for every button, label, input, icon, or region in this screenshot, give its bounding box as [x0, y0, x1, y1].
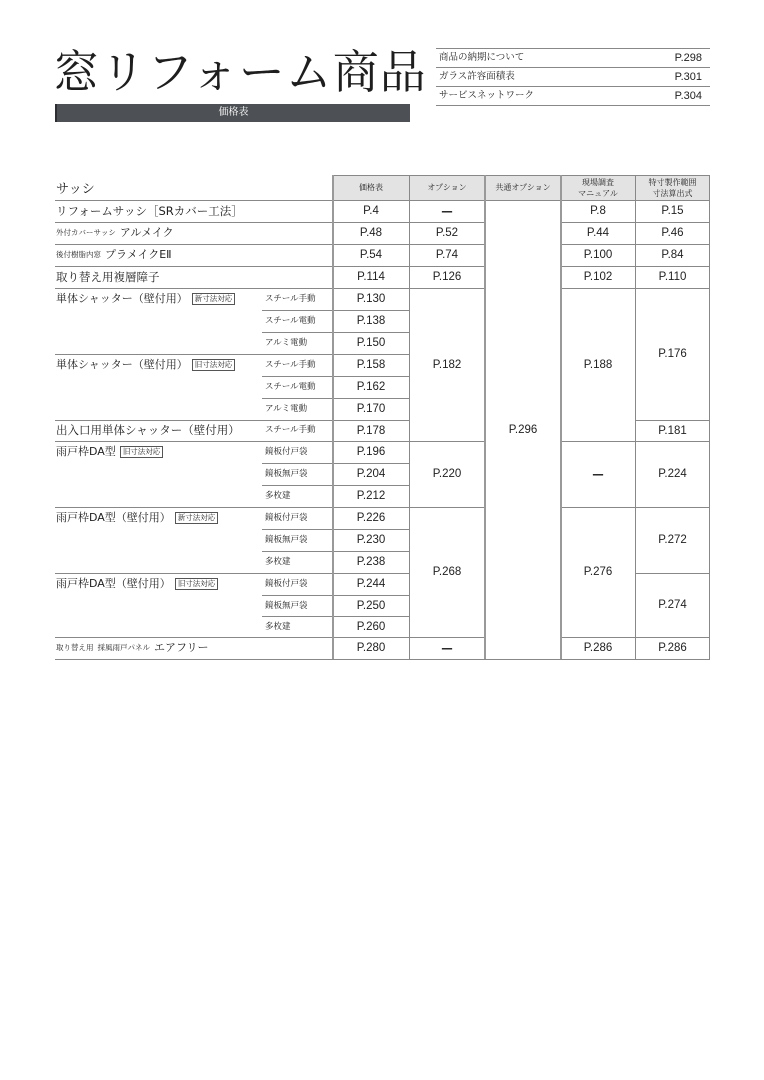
group-name	[56, 358, 235, 372]
reference-row[interactable]	[436, 87, 710, 106]
special-page-cell: P.181	[658, 424, 687, 437]
price-page-cell: P.230	[356, 534, 386, 546]
reference-label: 商品の納期について	[439, 52, 525, 63]
special-page-cell: P.46	[661, 227, 684, 239]
column-header-special-line2: 寸法算出式	[652, 188, 693, 198]
product-name	[56, 641, 209, 655]
product-name-text: リフォームサッシ［SRカバー工法］	[56, 204, 243, 218]
special-page-cell-merged: P.274	[658, 599, 687, 611]
price-page-cell: P.54	[359, 249, 383, 261]
variant-label: スチール手動	[265, 294, 316, 304]
price-page-cell: P.280	[356, 642, 386, 654]
product-name	[56, 270, 160, 284]
product-name-text: エアフリー	[154, 641, 209, 654]
group-name-text: 出入口用単体シャッター（壁付用）	[56, 423, 240, 437]
column-header-special-line1: 特寸製作範囲	[648, 177, 697, 187]
survey-page-cell: P.102	[583, 271, 613, 283]
reference-page: P.304	[674, 90, 702, 102]
size-badge: 旧寸法対応	[120, 446, 164, 458]
product-name	[56, 204, 243, 218]
common-option-cell: P.296	[508, 423, 538, 436]
page-title: 窓リフォーム商品	[53, 45, 427, 99]
price-page-cell: P.244	[356, 578, 386, 590]
option-page-cell-merged: P.268	[432, 566, 462, 578]
product-name	[56, 248, 172, 262]
group-name-text: 雨戸枠DA型（壁付用）	[56, 577, 171, 590]
product-prefix: 取り替え用	[56, 643, 94, 652]
price-page-cell: P.204	[356, 468, 386, 480]
variant-label: アルミ電動	[265, 404, 308, 414]
option-page-cell: —	[441, 204, 453, 218]
variant-label: 鏡板付戸袋	[265, 447, 308, 457]
reference-page: P.298	[674, 52, 702, 64]
column-header-survey-line1: 現場調査	[582, 177, 614, 187]
variant-label: 鏡板無戸袋	[265, 535, 308, 545]
survey-page-cell: P.8	[590, 205, 606, 217]
price-page-cell: P.196	[356, 446, 386, 458]
special-page-cell-merged: P.176	[658, 348, 687, 360]
price-page-cell: P.48	[359, 227, 383, 239]
section-title: サッシ	[56, 182, 95, 197]
survey-page-cell-merged: P.188	[583, 358, 613, 371]
price-page-cell: P.150	[356, 337, 386, 349]
reference-page: P.301	[674, 71, 702, 83]
group-name-text: 雨戸枠DA型	[56, 445, 116, 458]
special-page-cell: P.286	[658, 642, 687, 654]
survey-page-cell: P.44	[586, 227, 610, 239]
price-page-cell: P.170	[356, 403, 386, 415]
reference-index	[436, 48, 710, 106]
size-badge: 新寸法対応	[192, 293, 236, 305]
section-bar: 価格表	[55, 104, 410, 122]
column-header-special	[635, 175, 710, 200]
price-page-cell: P.4	[363, 205, 379, 217]
price-page-cell: P.250	[356, 599, 386, 612]
variant-label: スチール電動	[265, 316, 316, 326]
reference-row[interactable]	[436, 49, 710, 68]
group-name	[56, 577, 218, 591]
group-name	[56, 511, 218, 525]
group-name	[56, 423, 240, 437]
reference-label: サービスネットワーク	[439, 90, 535, 101]
variant-label: スチール手動	[265, 360, 316, 370]
variant-label: 多枚建	[265, 622, 291, 632]
product-name-text: アルメイク	[119, 226, 174, 239]
price-page-cell: P.260	[356, 620, 386, 633]
special-page-cell-merged: P.224	[658, 468, 687, 480]
price-page-cell: P.158	[356, 359, 386, 371]
product-name	[56, 226, 174, 240]
variant-label: スチール手動	[265, 425, 316, 435]
special-page-cell-merged: P.272	[658, 534, 687, 546]
size-badge: 旧寸法対応	[192, 359, 236, 371]
price-page-cell: P.178	[356, 424, 386, 437]
variant-label: 鏡板無戸袋	[265, 601, 308, 611]
option-page-cell-merged: P.220	[432, 468, 462, 480]
product-prefix: 外付カバーサッシ	[56, 228, 116, 237]
variant-label: 鏡板付戸袋	[265, 513, 308, 523]
group-name-text: 単体シャッター（壁付用）	[56, 292, 188, 305]
price-page-cell: P.162	[356, 381, 386, 393]
price-page-cell: P.138	[356, 315, 386, 327]
variant-label: 多枚建	[265, 491, 291, 501]
price-page-cell: P.212	[356, 490, 386, 502]
price-page-cell: P.238	[356, 556, 386, 568]
column-header-option: オプション	[409, 175, 485, 200]
price-page-cell: P.114	[357, 271, 385, 283]
option-page-cell: P.74	[435, 249, 459, 261]
variant-label: スチール電動	[265, 382, 316, 392]
reference-row[interactable]	[436, 68, 710, 87]
option-page-cell: P.52	[435, 227, 459, 239]
size-badge: 旧寸法対応	[175, 578, 219, 590]
variant-label: アルミ電動	[265, 338, 308, 348]
survey-page-cell: P.100	[583, 249, 613, 261]
special-page-cell: P.110	[658, 271, 687, 283]
size-badge: 新寸法対応	[175, 512, 219, 524]
column-header-survey-line2: マニュアル	[578, 188, 618, 198]
group-name-text: 雨戸枠DA型（壁付用）	[56, 511, 171, 524]
product-name-text: プラメイクEⅡ	[105, 248, 172, 261]
column-header-common-option: 共通オプション	[485, 175, 561, 200]
group-name	[56, 445, 163, 459]
price-page-cell: P.226	[356, 512, 386, 524]
group-name-text: 単体シャッター（壁付用）	[56, 358, 188, 371]
variant-label: 鏡板付戸袋	[265, 579, 308, 589]
product-prefix: 後付樹脂内窓	[56, 250, 101, 259]
product-prefix: 採風雨戸パネル	[97, 643, 150, 652]
price-page-cell: P.130	[356, 293, 386, 305]
variant-label: 多枚建	[265, 557, 291, 567]
reference-label: ガラス許容面積表	[439, 71, 515, 82]
group-name	[56, 292, 235, 306]
variant-label: 鏡板無戸袋	[265, 469, 308, 479]
survey-page-cell-merged: —	[592, 467, 604, 481]
column-header-survey	[561, 175, 635, 200]
survey-page-cell-merged: P.276	[583, 566, 613, 578]
special-page-cell: P.15	[661, 205, 684, 217]
option-page-cell-merged: P.182	[432, 358, 462, 371]
special-page-cell: P.84	[661, 249, 684, 261]
product-name-text: 取り替え用複層障子	[56, 270, 160, 284]
survey-page-cell: P.286	[583, 642, 613, 654]
option-page-cell: P.126	[432, 271, 462, 283]
option-page-cell: —	[441, 641, 453, 655]
column-header-price: 価格表	[333, 175, 409, 200]
